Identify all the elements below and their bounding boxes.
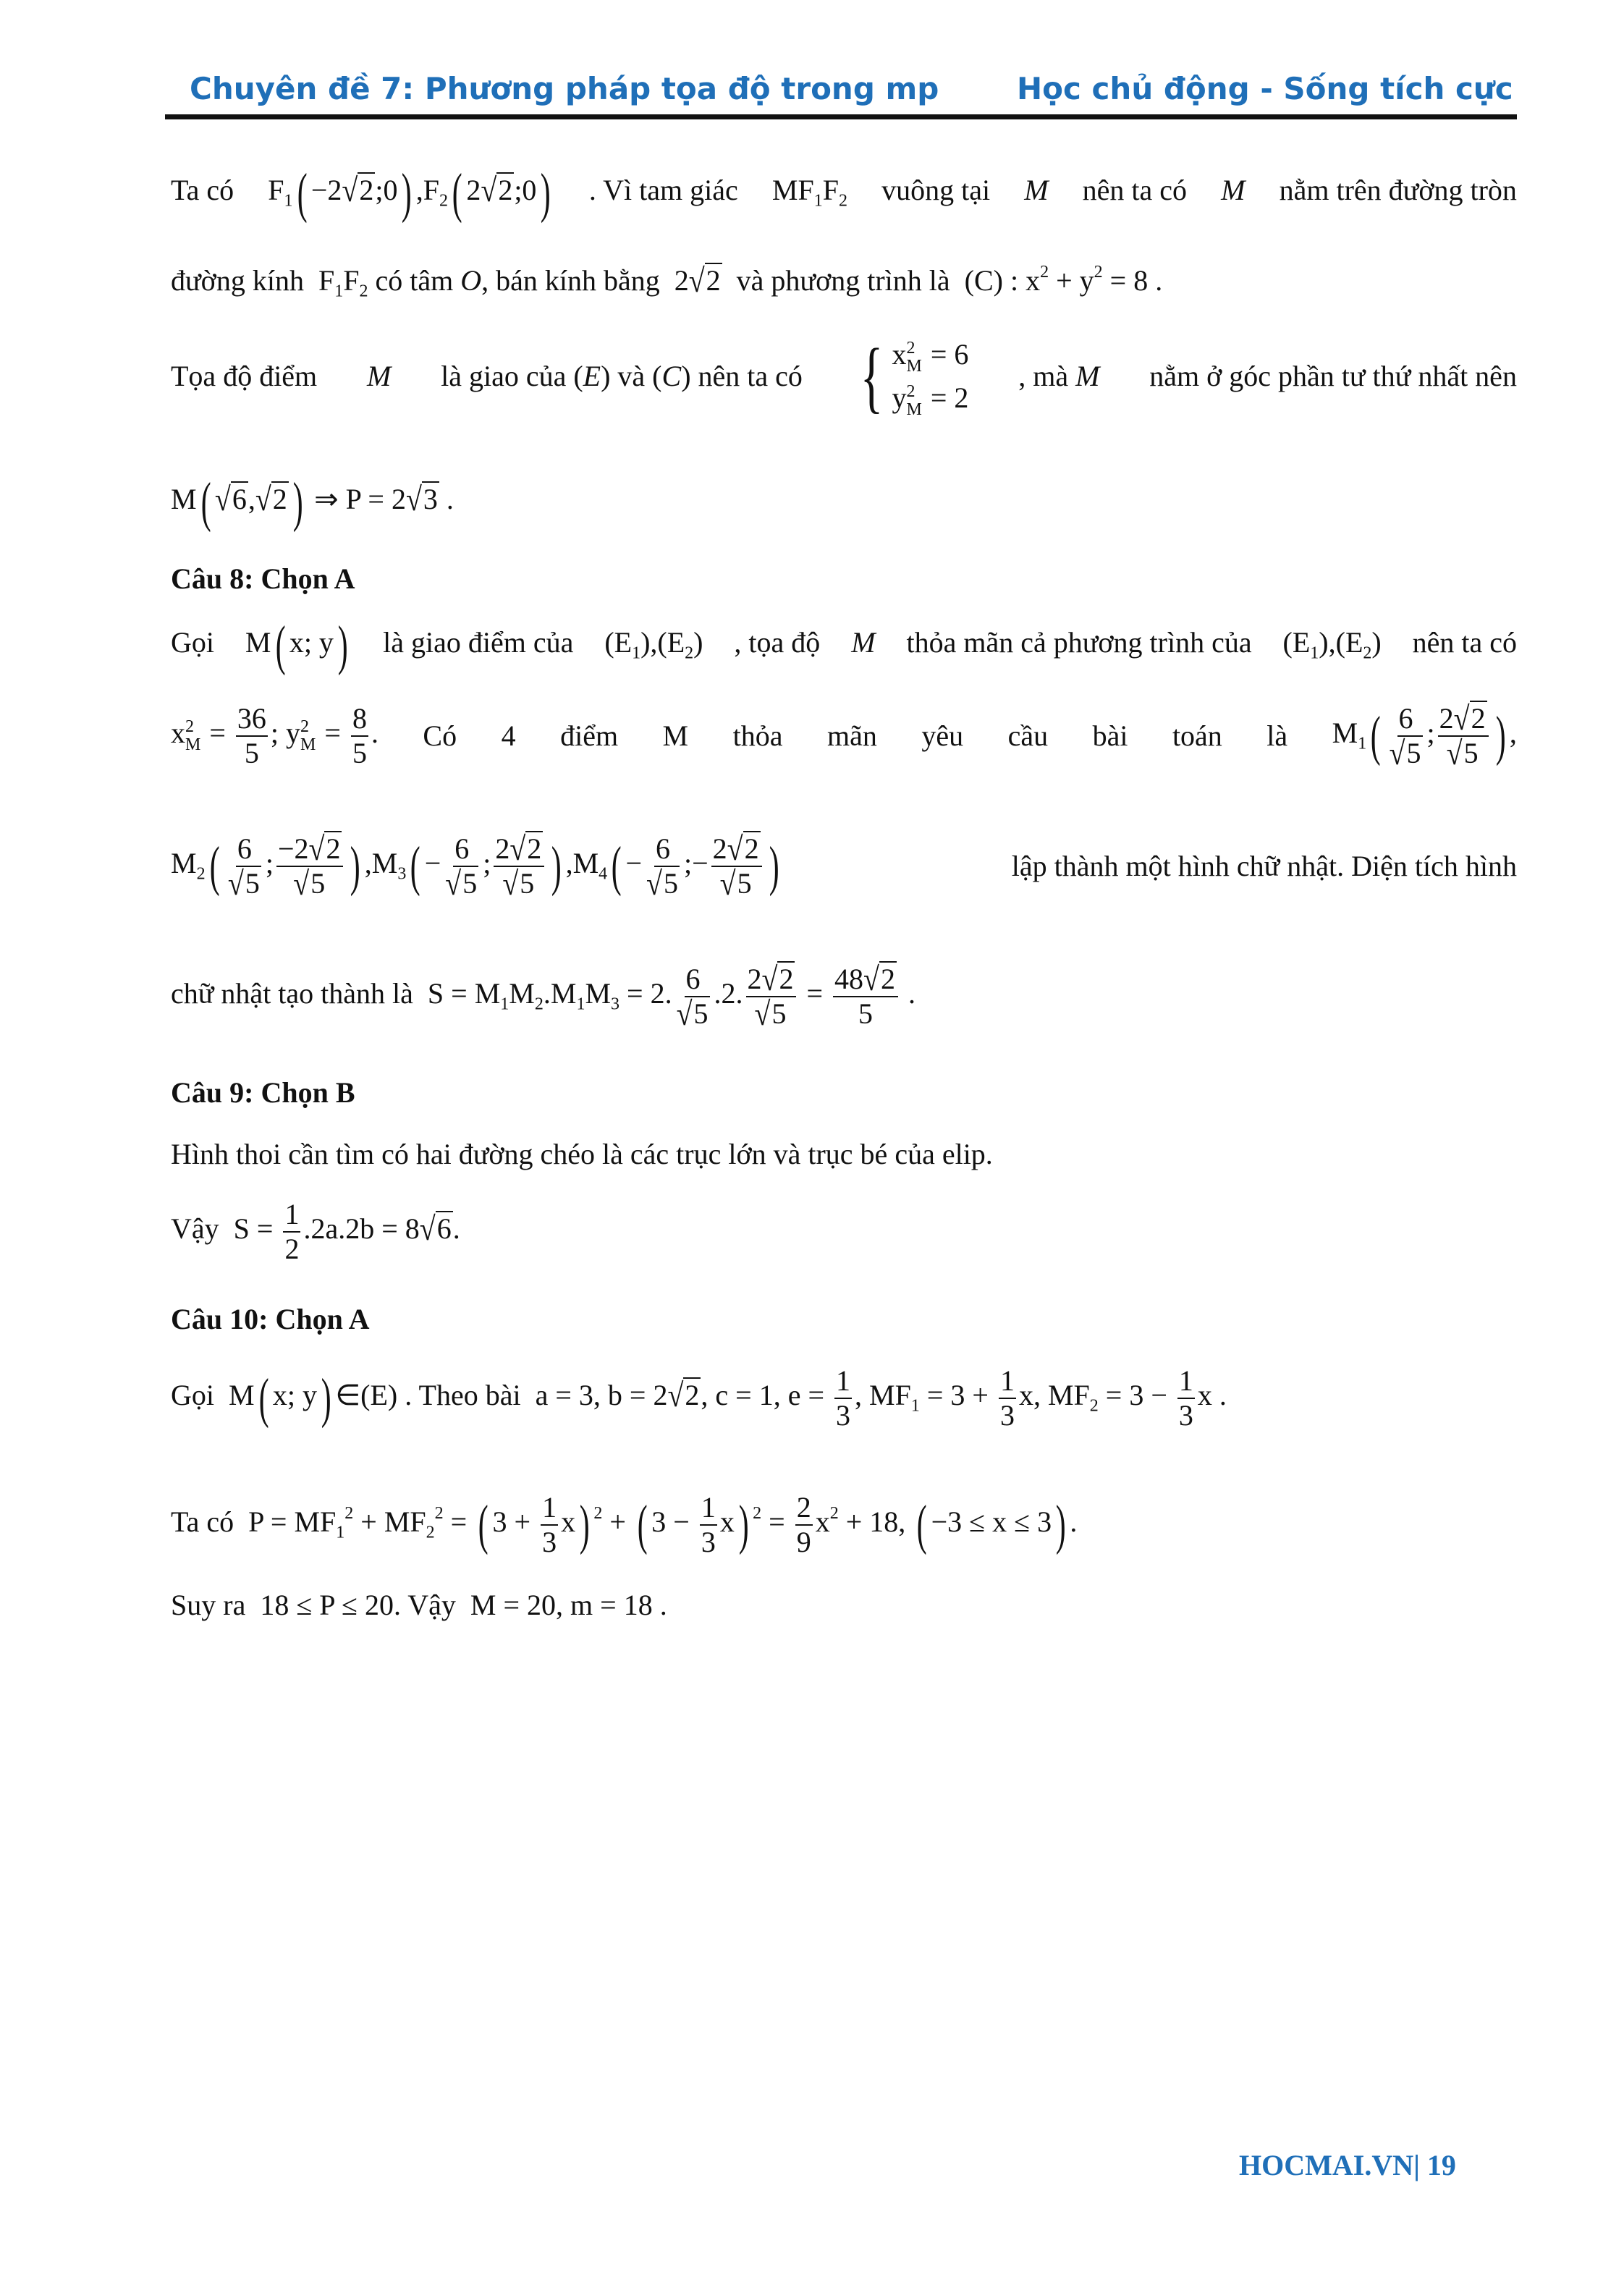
q9-title: Câu 9: Chọn B	[171, 1076, 355, 1109]
q7-line-4: M( √6,√2 ) ⇒ P = 2√3 .	[171, 471, 454, 533]
q8-point: M( x; y)	[245, 614, 348, 676]
q7-triangle: $MF_1F_2$	[771, 174, 847, 211]
q7-line-2	[171, 261, 1163, 301]
q8-line-1	[171, 614, 1517, 676]
q7-circle-eq: (C) : $x^2 + y^2 = 8$ .	[957, 263, 1163, 297]
q8-l2-g: yêu	[921, 719, 964, 752]
q9-line-1: Hình thoi cần tìm có hai đường chéo là các trục lớn và trục bé của elip.	[171, 1138, 993, 1170]
q8-l1-d: M	[851, 626, 876, 659]
q8-line-4	[171, 960, 1517, 1033]
q7-l2-c: O	[460, 264, 482, 297]
q8-l1-c: , tọa độ	[734, 626, 821, 659]
q8-coords: x 2 M = $\frac{36}{5}$ ; y 2 M = $\frac{8}{5}$ .	[171, 702, 378, 769]
q7-l3-c: là giao của (	[441, 360, 583, 392]
q8-e1e2-a: $(E_1),(E_2)$	[604, 626, 703, 663]
q9-line-2	[171, 1198, 1517, 1266]
q8-m2-m4: $M_2$( $\frac{6}{√5}$ ; $\frac{-2√2}{√5}$ ) $,M_3$( − $\frac{6}{√5}$ ; $\frac{2√2}{√5}$ ) $,M_4$( − $\frac{6}{√5}$ ;− $\frac{2√2}{√5}$ )	[171, 829, 779, 903]
q7-foci: $F_1$( −2√2;0) $,F_2$( 2√2;0)	[268, 162, 551, 224]
q8-l2-f: mãn	[826, 719, 877, 752]
q10-l2-a: Ta có	[171, 1505, 234, 1539]
q7-f1f2: $F_1F_2$	[310, 264, 368, 301]
q8-l1-a: Gọi	[171, 626, 214, 659]
q7-l3-a: Tọa độ điểm	[171, 360, 318, 392]
q8-l1-e: thỏa mãn cả phương trình của	[906, 626, 1252, 659]
q7-l3-f: C	[661, 360, 682, 392]
q7-l3-b: M	[366, 360, 392, 392]
q7-radius: 2√2	[667, 261, 721, 300]
q9-l2-a: Vậy	[171, 1212, 219, 1246]
q8-title: Câu 8: Chọn A	[171, 562, 355, 595]
q7-line-1	[171, 162, 1517, 224]
footer-site: HOCMAI.VN	[1239, 2149, 1414, 2181]
q7-system: { x 2 M = 6 y 2 M = 2	[860, 332, 969, 421]
footer-page: | 19	[1413, 2149, 1456, 2181]
q7-l3-g: ) nên ta có	[681, 360, 803, 392]
q7-l1-d: M	[1024, 174, 1049, 206]
q10-range: 18 ≤ P ≤ 20	[253, 1589, 394, 1621]
q10-l3-b: . Vậy	[394, 1589, 456, 1621]
q8-e1e2-b: $(E_1),(E_2)$	[1282, 626, 1382, 663]
q8-m1: $M_1$( $\frac{6}{√5}$ ; $\frac{2√2}{√5}$ ) ,	[1332, 699, 1517, 772]
q10-answer: M = 20, m = 18 .	[462, 1589, 667, 1621]
q10-line-2	[171, 1491, 1517, 1559]
footer	[1239, 2148, 1456, 2182]
q8-l2-k: là	[1266, 719, 1288, 752]
q7-l2-e: và phương trình là	[736, 264, 950, 297]
q7-l1-f: M	[1221, 174, 1246, 206]
q8-l4-a: chữ nhật tạo thành là	[171, 977, 413, 1010]
q10-l3-a: Suy ra	[171, 1589, 246, 1621]
q7-l3-h: , mà	[1018, 360, 1069, 392]
q7-l1-a: Ta có	[171, 174, 234, 206]
q8-l1-f: nên ta có	[1412, 626, 1517, 659]
q10-line-1	[171, 1364, 1517, 1432]
q7-l3-d: E	[583, 360, 601, 392]
q8-line-2	[171, 699, 1517, 772]
q8-l2-a: Có	[423, 719, 457, 752]
q10-params: a = 3, b = 2√2, c = 1, e = $\frac{1}{3}$ , $MF_1 = 3$ + $\frac{1}{3}$ x, $MF_2 = 3$ − $\frac{1}{3}$ x .	[528, 1364, 1227, 1432]
q10-p-expr: $P = MF_1^2 + MF_2^2$ = ( 3 + $\frac{1}{3}$ x) $^2$ + ( 3 − $\frac{1}{3}$ x) $^2$ = $\frac{2}{9}$ $x^2 + 18$, ( −3 ≤ x ≤ 3) .	[241, 1491, 1078, 1558]
q7-l3-e: ) và (	[601, 360, 662, 392]
q7-l2-a: đường kính	[171, 264, 304, 297]
q8-l2-c: điểm	[560, 719, 619, 752]
q7-line-3	[171, 333, 1517, 420]
header-left: Chuyên đề 7: Phương pháp tọa độ trong mp	[190, 71, 939, 106]
q8-area: $S = M_1M_2.M_1M_3 = 2$. $\frac{6}{√5}$ .2. $\frac{2√2}{√5}$ = $\frac{48√2}{5}$ .	[420, 960, 915, 1033]
q8-l2-e: thỏa	[732, 719, 783, 752]
q10-l1-a: Gọi	[171, 1379, 214, 1412]
q8-l2-b: 4	[501, 719, 516, 752]
q8-l2-i: bài	[1092, 719, 1128, 752]
q10-line-3	[171, 1591, 1517, 1620]
q8-l2-j: toán	[1172, 719, 1222, 752]
q8-l2-d: M	[662, 719, 689, 752]
header-rule	[165, 114, 1517, 119]
q7-l3-j: nằm ở góc phần tư thứ nhất nên	[1149, 360, 1517, 392]
q7-l3-i: M	[1075, 360, 1100, 392]
q10-title: Câu 10: Chọn A	[171, 1303, 370, 1335]
q10-l1-b: . Theo bài	[405, 1379, 521, 1412]
q7-l2-b: có tâm	[375, 264, 454, 297]
q8-l2-h: cầu	[1007, 719, 1049, 752]
q9-area: S = $\frac{1}{2}$ .2a.2b = 8√6.	[226, 1198, 460, 1265]
q8-line-3	[171, 829, 1517, 903]
q7-l1-g: nằm trên đường tròn	[1279, 174, 1517, 206]
q7-l2-d: , bán kính bằng	[481, 264, 660, 297]
q8-l1-b: là giao điểm của	[383, 626, 574, 659]
q7-l1-e: nên ta có	[1082, 174, 1188, 206]
q7-l1-c: vuông tại	[881, 174, 991, 206]
header-right: Học chủ động - Sống tích cực	[1017, 71, 1513, 106]
q8-l3-a: lập thành một hình chữ nhật. Diện tích hình	[1011, 850, 1517, 882]
q7-l1-b: . Vì tam giác	[588, 174, 738, 206]
q10-point: M( x; y) ∈(E)	[221, 1368, 398, 1429]
